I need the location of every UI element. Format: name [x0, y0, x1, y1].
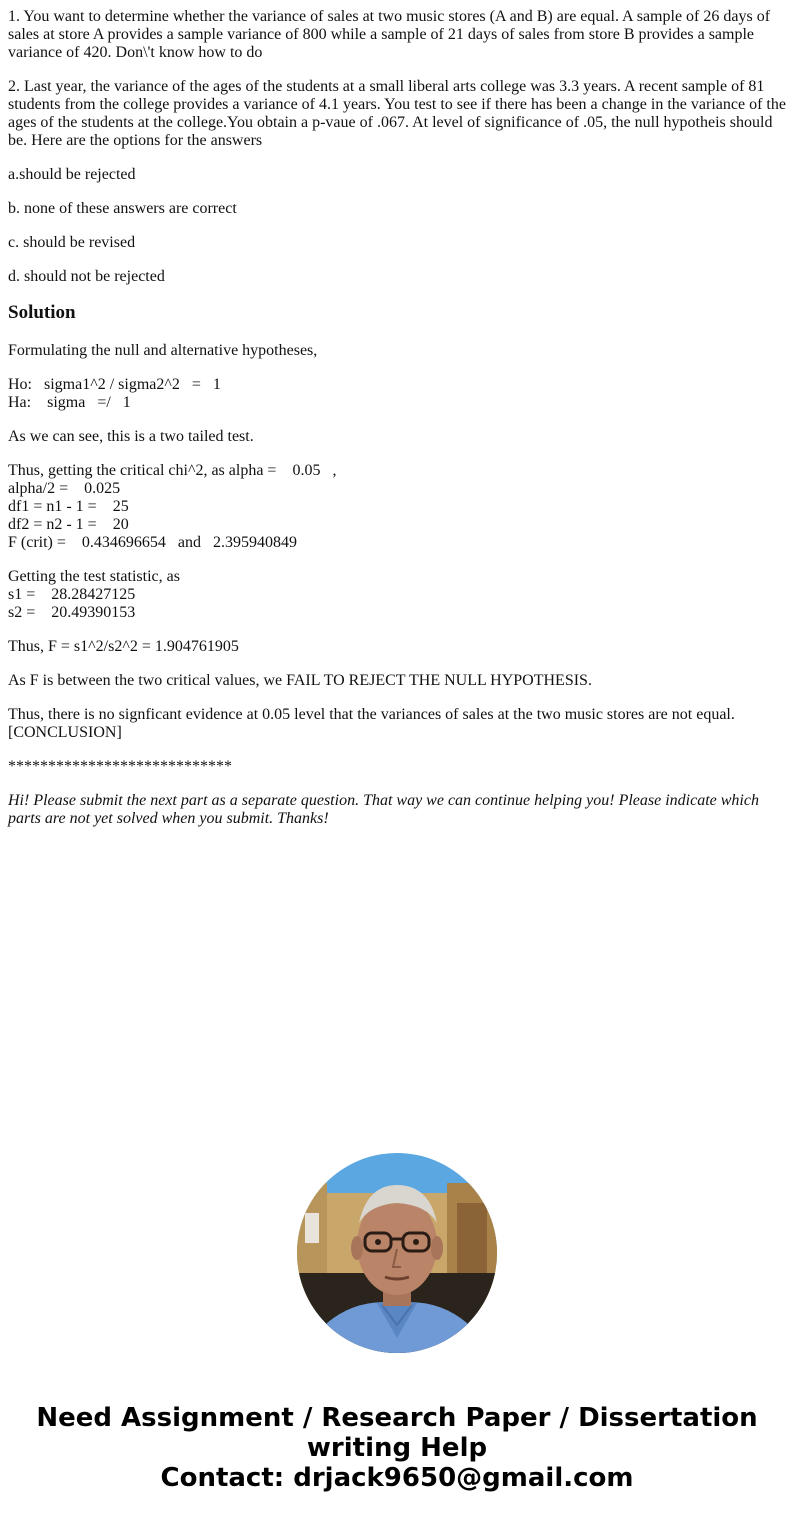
- solution-intro: Formulating the null and alternative hypotheses,: [8, 342, 318, 359]
- critical-line: df1 = n1 - 1 = 25: [8, 498, 129, 515]
- closing-note: Hi! Please submit the next part as a separate question. That way we can continue helping you! Please indicate which parts are not yet solved when you submit. Thanks!: [8, 792, 759, 827]
- solution-heading: Solution: [8, 302, 76, 323]
- avatar: [297, 1153, 497, 1353]
- statistic-line: Getting the test statistic, as: [8, 568, 180, 585]
- option-d: d. should not be rejected: [8, 268, 165, 285]
- contact-banner: [0, 1403, 794, 1493]
- alt-hypothesis: Ha: sigma =/ 1: [8, 394, 131, 411]
- option-b: b. none of these answers are correct: [8, 200, 237, 217]
- tail-statement: As we can see, this is a two tailed test.: [8, 428, 254, 445]
- critical-line: df2 = n2 - 1 = 20: [8, 516, 129, 533]
- f-value: Thus, F = s1^2/s2^2 = 1.904761905: [8, 638, 239, 655]
- statistic-line: s2 = 20.49390153: [8, 604, 136, 621]
- test-statistic-block: [8, 568, 788, 622]
- avatar-portrait: [297, 1153, 497, 1353]
- conclusion: Thus, there is no signficant evidence at 0.05 level that the variances of sales at the two music stores are not equal. [CONCLUSION]: [8, 706, 735, 741]
- question-1: 1. You want to determine whether the variance of sales at two music stores (A and B) are equal. A sample of 26 days of sales at store A provides a sample variance of 800 while a sample of 21 days of sales from store B provides a sample variance of 420. Don\'t know how to do: [8, 8, 771, 61]
- contact-email[interactable]: Contact: drjack9650@gmail.com: [160, 1463, 634, 1493]
- statistic-line: s1 = 28.28427125: [8, 586, 136, 603]
- critical-line: alpha/2 = 0.025: [8, 480, 121, 497]
- document-body: [8, 8, 788, 844]
- banner-line-1: Need Assignment / Research Paper / Dissertation: [36, 1403, 758, 1433]
- critical-values-block: [8, 462, 788, 552]
- hypotheses-block: [8, 376, 788, 412]
- option-a: a.should be rejected: [8, 166, 136, 183]
- decision: As F is between the two critical values, we FAIL TO REJECT THE NULL HYPOTHESIS.: [8, 672, 592, 689]
- separator-stars: ****************************: [8, 758, 232, 775]
- null-hypothesis: Ho: sigma1^2 / sigma2^2 = 1: [8, 376, 221, 393]
- banner-line-2: writing Help: [306, 1433, 488, 1463]
- option-c: c. should be revised: [8, 234, 136, 251]
- critical-line: Thus, getting the critical chi^2, as alpha = 0.05 ,: [8, 462, 337, 479]
- critical-line: F (crit) = 0.434696654 and 2.395940849: [8, 534, 297, 551]
- question-2: 2. Last year, the variance of the ages of the students at a small liberal arts college was 3.3 years. A recent sample of 81 students from the college provides a variance of 4.1 years. You test to see if there has been a change in the variance of the ages of the students at the college.You obtain a p-vaue of .067. At level of significance of .05, the null hypotheis should be. Here are the options for the answers: [8, 78, 786, 149]
